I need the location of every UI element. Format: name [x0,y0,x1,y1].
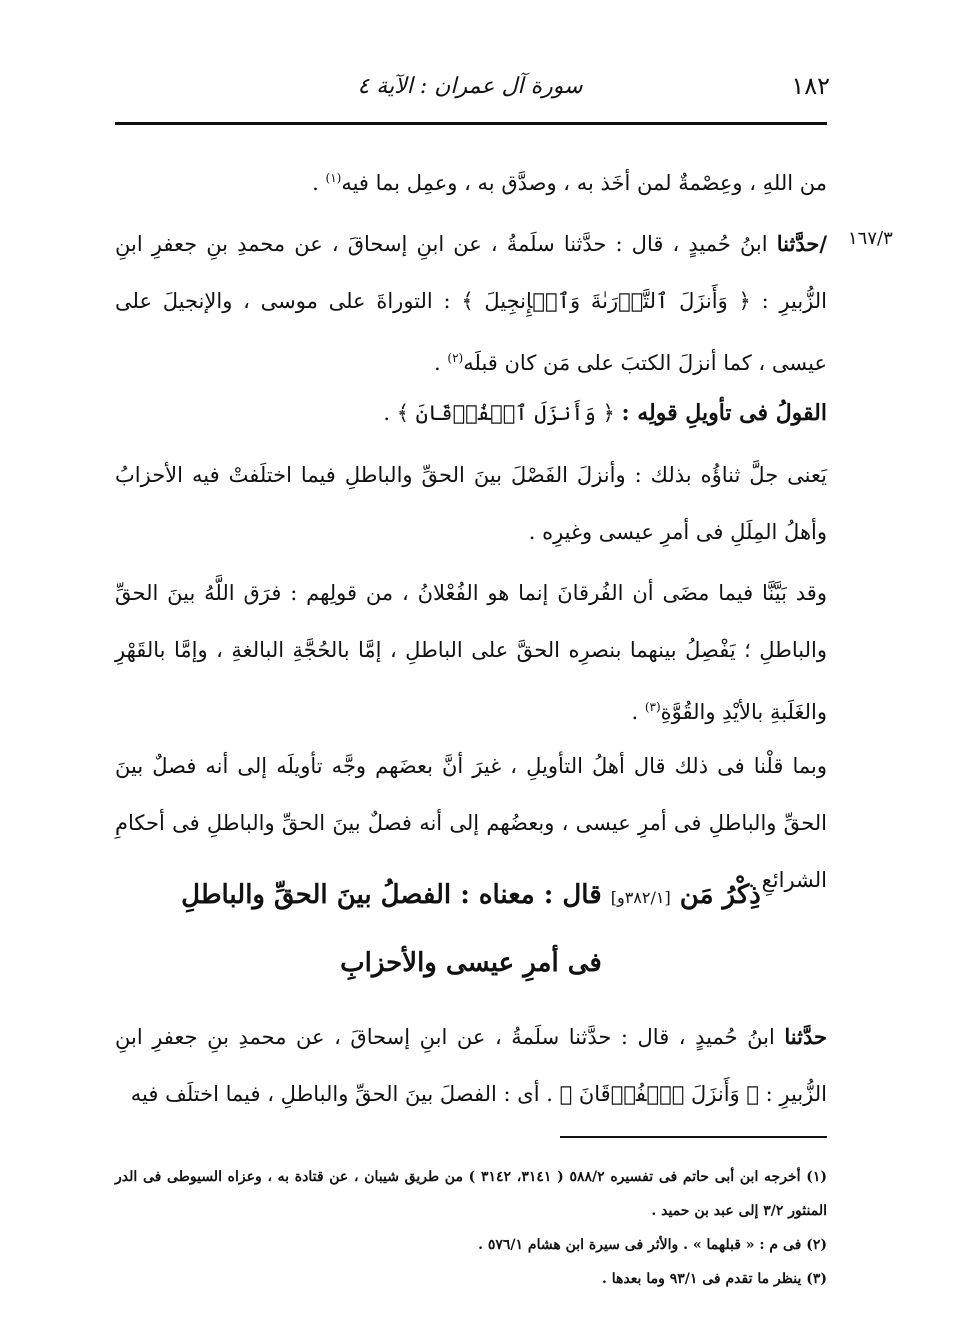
paragraph-4-end: . [631,700,639,724]
paragraph-2-lead: /حدَّثنا [776,231,827,256]
margin-reference: ١٦٧/٣ [848,228,893,249]
paragraph-1 [115,150,827,212]
section-heading-lead: القولُ فى تأويلِ قولِه : [621,400,827,426]
paragraph-1-end: . [312,171,319,195]
footnote-1: (١) أخرجه ابن أبى حاتم فى تفسيره ٥٨٨/٢ ( ٣١٤١، ٣١٤٢ ) من طريق شيبان ، عن قتادة به ، وعزاه السيوطى فى الدر المنثور ٣/٢ إلى عبد بن حميد . [115,1169,827,1219]
paragraph-4-text: وقد بَيَّنَّا فيما مضَى أن الفُرقانَ إنما هو الفُعْلانُ ، من قولِهم : فرَق اللَّهُ بينَ الحقِّ والباطلِ ؛ يَفْصِلُ بينهما بنصرِه الحقَّ على الباطلِ ، إمَّا بالحُجَّةِ البالغةِ ، وإمَّا بالقَهْرِ والغَلَبةِ بالأيْدِ والقُوَّةِ [115,581,827,724]
paragraph-6-lead: حدَّثنا [784,1024,827,1049]
paragraph-2-end: . [434,351,441,375]
section-heading-end: . [383,401,390,425]
chapter-heading-rest: قال : معناه : الفصلُ بينَ الحقِّ والباطلِ [181,880,602,910]
paragraph-1-text: من اللهِ ، وعِصْمةٌ لمن أخَذ به ، وصدَّق به ، وعمِل بما فيه [341,171,827,195]
chapter-heading-lead: ذِكْرُ مَن [679,880,761,910]
chapter-heading-ref: [٣٨٢/١و] [610,888,671,907]
paragraph-2-text: ابنُ حُميدٍ ، قال : حدَّثنا سلَمةُ ، عن ابنِ إسحاقَ ، عن محمدِ بنِ جعفرِ ابنِ الزُّبيرِ : ﴿ وَأَنزَلَ ٱلتَّوۡرَىٰةَ وَٱلۡإِنجِيلَ ﴾ : التوراةَ على موسى ، والإنجيلَ على عيسى ، كما أنزلَ الكتبَ على مَن كان قبلَه [115,232,827,375]
footnote-3: (٣) ينظر ما تقدم فى ٩٣/١ وما بعدها . [602,1271,827,1287]
footnote-marker-3: (٣) [644,700,661,714]
paragraph-6-text: ابنُ حُميدٍ ، قال : حدَّثنا سلَمةُ ، عن ابنِ إسحاقَ ، عن محمدِ بنِ جعفرِ ابنِ الزُّبيرِ : ﴿ وَأَنزَلَ ٱلۡفُرۡقَانَ ﴾ . أى : الفصلَ بينَ الحقِّ والباطلِ ، فيما اختلَف فيه [115,1025,827,1106]
page-number: ١٨٢ [791,72,830,100]
section-heading-quote: ﴿ وَأَنزَلَ ٱلۡفُرۡقَانَ ﴾ [396,401,615,425]
chapter-heading-line-1 [115,860,827,933]
paragraph-2 [115,215,827,392]
footnotes [115,1160,827,1296]
paragraph-5: وبما قلْنا فى ذلك قال أهلُ التأويلِ ، غيرَ أنَّ بعضَهم وجَّه تأويلَه إلى أنه فصلٌ بينَ الحقِّ والباطلِ فى أمرِ عيسى ، وبعضُهم إلى أنه فصلٌ بينَ الحقِّ والباطلِ فى أحكامِ الشرائعِ . [115,754,827,892]
paragraph-6 [115,1008,827,1123]
footnote-marker-2: (٢) [447,351,464,365]
footnote-rule [560,1136,827,1138]
footnote-2: (٢) فى م : « قبلهما » . والأثر فى سيرة ابن هشام ٥٧٦/١ . [478,1237,827,1253]
section-heading [115,385,827,442]
running-header-title: سورة آل عمران : الآية ٤ [357,74,583,99]
header-rule [115,122,827,125]
footnote-marker-1: (١) [325,171,342,185]
chapter-heading-line-2: فى أمرِ عيسى والأحزابِ [340,948,602,978]
paragraph-3: يَعنى جلَّ ثناؤُه بذلك : وأنزلَ الفَصْلَ بينَ الحقِّ والباطلِ فيما اختلَفتْ فيه الأحزابُ وأهلُ المِلَلِ فى أمرِ عيسى وغيرِه . [115,463,827,544]
paragraph-4 [115,565,827,741]
